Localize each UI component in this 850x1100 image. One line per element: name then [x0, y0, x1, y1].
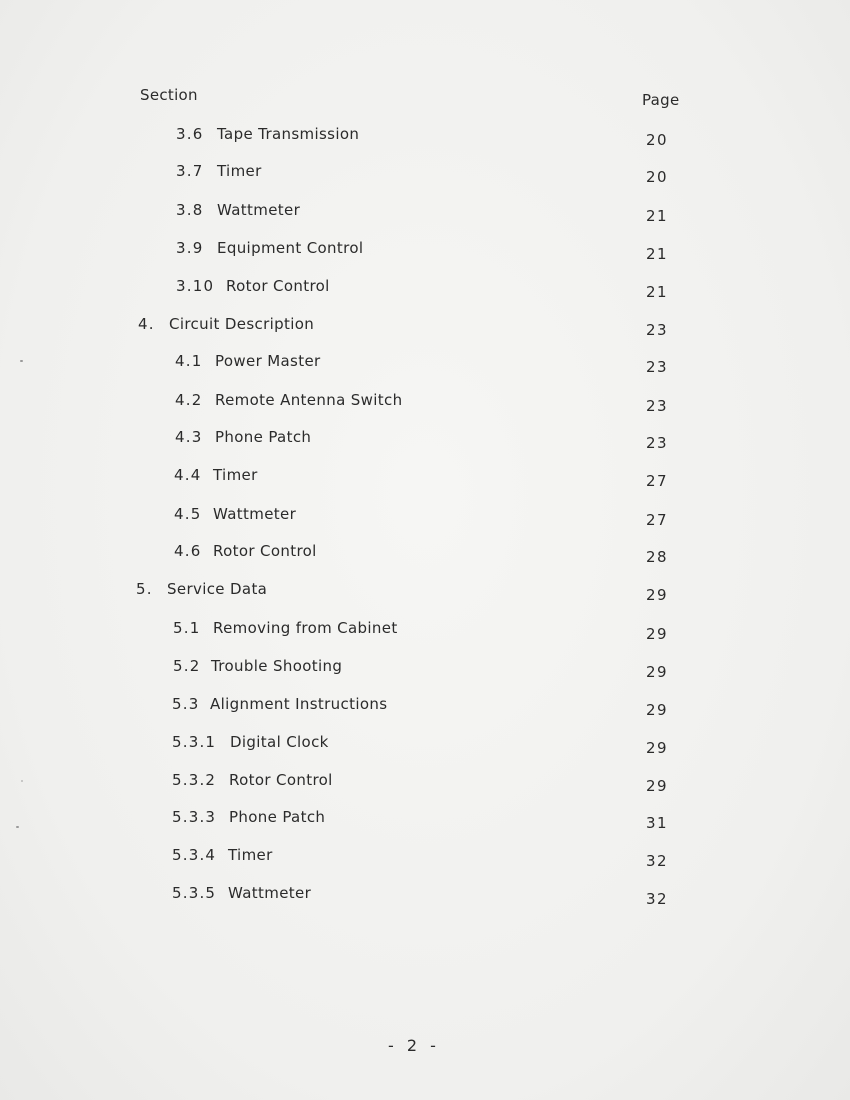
toc-entry — [0, 162, 850, 186]
toc-entry-page: 31 — [646, 814, 669, 832]
toc-entry — [0, 771, 850, 795]
toc-entry-page: 29 — [646, 625, 669, 643]
toc-entry-number: 5.3.2 — [172, 771, 217, 789]
toc-entry-title: Removing from Cabinet — [213, 619, 398, 637]
scan-speck — [20, 360, 23, 362]
toc-entry — [0, 657, 850, 681]
toc-entry-number: 4.1 — [175, 352, 203, 370]
toc-entry — [0, 619, 850, 643]
toc-entry — [0, 733, 850, 757]
toc-entry-title: Equipment Control — [217, 239, 364, 257]
toc-entry-number: 5.1 — [173, 619, 201, 637]
toc-entry — [0, 201, 850, 225]
toc-entry-title: Tape Transmission — [217, 125, 360, 143]
scan-speck — [16, 826, 19, 828]
toc-entry-number: 5.2 — [173, 657, 201, 675]
toc-entry-page: 32 — [646, 852, 669, 870]
toc-entry — [0, 352, 850, 376]
toc-entry-title: Rotor Control — [229, 771, 333, 789]
toc-entry — [0, 428, 850, 452]
toc-entry — [0, 808, 850, 832]
toc-entry-page: 29 — [646, 739, 669, 757]
page-column-header: Page — [642, 91, 680, 109]
toc-entry-page: 28 — [646, 548, 669, 566]
toc-entry-page: 20 — [646, 131, 669, 149]
toc-entry-page: 20 — [646, 168, 669, 186]
toc-entry-number: 3.8 — [176, 201, 204, 219]
toc-entry-page: 23 — [646, 434, 669, 452]
toc-entry-number: 4.3 — [175, 428, 203, 446]
toc-entry-page: 23 — [646, 397, 669, 415]
toc-entry-number: 4.2 — [175, 391, 203, 409]
toc-entry-title: Phone Patch — [229, 808, 326, 826]
toc-entry-title: Rotor Control — [213, 542, 317, 560]
toc-entry-number: 5.3.4 — [172, 846, 217, 864]
toc-entry-page: 21 — [646, 283, 669, 301]
toc-entry-title: Wattmeter — [213, 505, 297, 523]
toc-entry — [0, 580, 850, 604]
toc-entry — [0, 391, 850, 415]
toc-entry-number: 3.7 — [176, 162, 204, 180]
toc-entry-number: 3.9 — [176, 239, 204, 257]
toc-entry — [0, 846, 850, 870]
toc-entry-title: Service Data — [167, 580, 268, 598]
scan-speck — [21, 780, 23, 782]
toc-entry-page: 29 — [646, 701, 669, 719]
toc-entry-number: 3.10 — [176, 277, 215, 295]
toc-entry-title: Trouble Shooting — [211, 657, 343, 675]
toc-entry-page: 29 — [646, 777, 669, 795]
toc-entry-title: Remote Antenna Switch — [215, 391, 403, 409]
toc-entry-number: 4.5 — [174, 505, 202, 523]
toc-entry-page: 27 — [646, 472, 669, 490]
toc-entry-page: 32 — [646, 890, 669, 908]
toc-entry-number: 5.3.5 — [172, 884, 217, 902]
toc-entry-title: Circuit Description — [169, 315, 315, 333]
toc-entry-title: Timer — [228, 846, 273, 864]
toc-entry-title: Digital Clock — [230, 733, 329, 751]
section-column-header: Section — [140, 86, 198, 104]
toc-entry — [0, 125, 850, 149]
toc-entry-page: 21 — [646, 207, 669, 225]
toc-entry-page: 29 — [646, 663, 669, 681]
toc-entry — [0, 505, 850, 529]
toc-entry-number: 5.3.3 — [172, 808, 217, 826]
toc-entry-title: Timer — [213, 466, 258, 484]
toc-entry — [0, 542, 850, 566]
toc-entry-number: 4.4 — [174, 466, 202, 484]
page-number-footer: - 2 - — [388, 1036, 440, 1055]
toc-entry — [0, 315, 850, 339]
toc-entry-page: 21 — [646, 245, 669, 263]
toc-entry-title: Phone Patch — [215, 428, 312, 446]
toc-entry-number: 4.6 — [174, 542, 202, 560]
toc-entry-title: Alignment Instructions — [210, 695, 388, 713]
toc-entry-number: 5. — [136, 580, 153, 598]
toc-entry — [0, 277, 850, 301]
toc-entry-title: Power Master — [215, 352, 321, 370]
toc-entry-page: 29 — [646, 586, 669, 604]
toc-entry-title: Rotor Control — [226, 277, 330, 295]
toc-entry-title: Wattmeter — [228, 884, 312, 902]
toc-entry-title: Wattmeter — [217, 201, 301, 219]
toc-entry-number: 5.3.1 — [172, 733, 217, 751]
toc-entry-title: Timer — [217, 162, 262, 180]
toc-entry-page: 27 — [646, 511, 669, 529]
toc-entry-number: 3.6 — [176, 125, 204, 143]
toc-entry — [0, 695, 850, 719]
toc-entry-number: 5.3 — [172, 695, 200, 713]
toc-entry-page: 23 — [646, 321, 669, 339]
toc-entry — [0, 884, 850, 908]
toc-entry-page: 23 — [646, 358, 669, 376]
toc-entry-number: 4. — [138, 315, 155, 333]
toc-entry — [0, 239, 850, 263]
toc-entry — [0, 466, 850, 490]
